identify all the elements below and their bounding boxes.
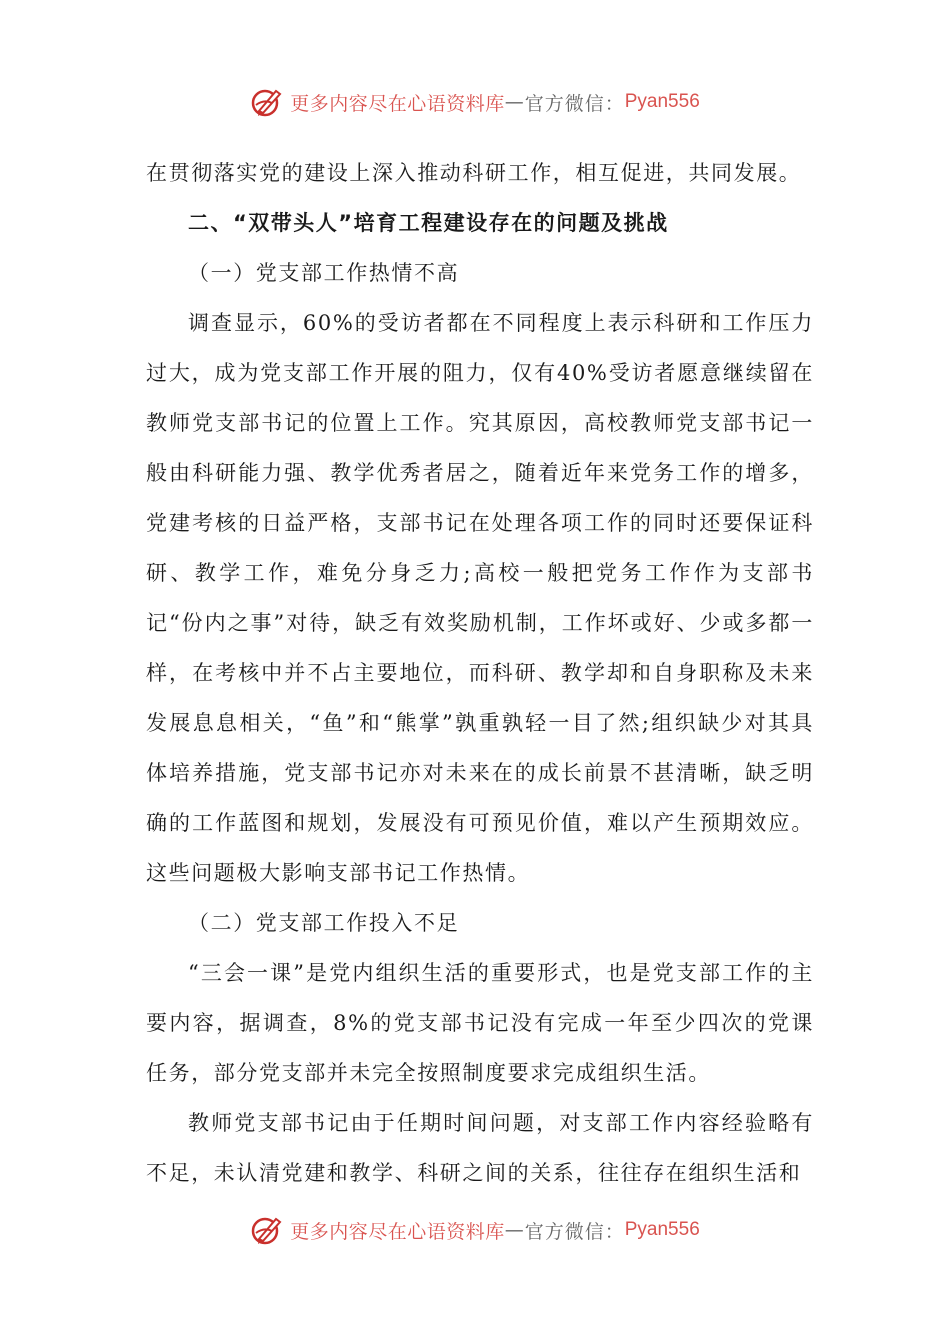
document-body xyxy=(146,148,814,1198)
footer-banner xyxy=(0,1210,950,1250)
section-heading: 二、“双带头人”培育工程建设存在的问题及挑战 xyxy=(188,211,669,235)
banner-dash: — xyxy=(504,1219,525,1241)
paragraph: 在贯彻落实党的建设上深入推动科研工作，相互促进，共同发展。 xyxy=(146,161,802,185)
subsection-heading: （二）党支部工作投入不足 xyxy=(188,911,460,935)
pen-logo-icon xyxy=(250,85,284,119)
paragraph: “三会一课”是党内组织生活的重要形式，也是党支部工作的主要内容，据调查，8%的党支部书记没有完成一年至少四次的党课任务，部分党支部并未完全按照制度要求完成组织生活。 xyxy=(146,961,814,1085)
header-banner xyxy=(0,82,950,122)
banner-wechat-label: 官方微信： xyxy=(524,1220,625,1243)
subsection-heading: （一）党支部工作热情不高 xyxy=(188,261,460,285)
paragraph: 教师党支部书记由于任期时间问题，对支部工作内容经验略有不足，未认清党建和教学、科研之间的关系，往往存在组织生活和 xyxy=(146,1111,814,1185)
banner-title: 更多内容尽在心语资料库 xyxy=(290,1220,505,1243)
paragraph: 调查显示，60%的受访者都在不同程度上表示科研和工作压力过大，成为党支部工作开展的阻力，仅有40%受访者愿意继续留在教师党支部书记的位置上工作。究其原因，高校教师党支部书记一般由科研能力强、教学优秀者居之，随着近年来党务工作的增多，党建考核的日益严格，支部书记在处理各项工作的同时还要保证科研、教学工作，难免分身乏力;高校一般把党务工作作为支部书记“份内之事”对待，缺乏有效奖励机制，工作坏或好、少或多都一样，在考核中并不占主要地位，而科研、教学却和自身职称及未来发展息息相关，“鱼”和“熊掌”孰重孰轻一目了然;组织缺少对其具体培养措施，党支部书记亦对未来在的成长前景不甚清晰，缺乏明确的工作蓝图和规划，发展没有可预见价值，难以产生预期效应。这些问题极大影响支部书记工作热情。 xyxy=(146,311,814,885)
banner-wechat-id: Pyan556 xyxy=(624,91,700,112)
pen-logo-icon xyxy=(250,1213,284,1247)
banner-wechat-label: 官方微信： xyxy=(524,92,625,115)
banner-wechat-id: Pyan556 xyxy=(624,1219,700,1240)
banner-dash: — xyxy=(504,91,525,113)
banner-title: 更多内容尽在心语资料库 xyxy=(290,92,505,115)
